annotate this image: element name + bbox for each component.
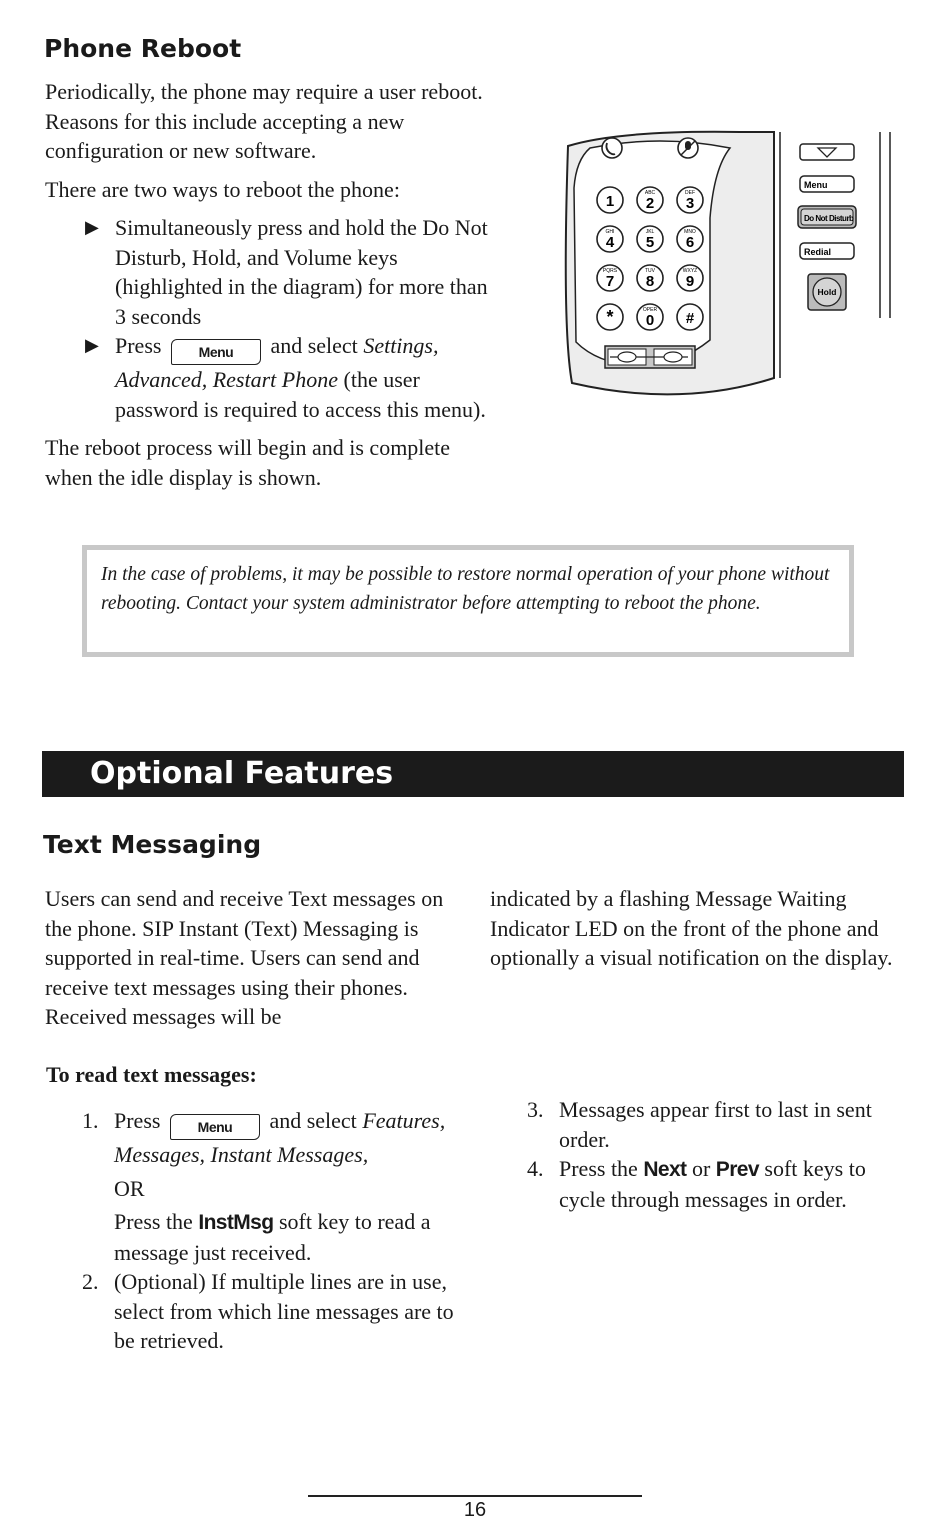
svg-text:2: 2: [645, 195, 655, 212]
keypad-key-7: [597, 265, 623, 291]
volume-key-icon: [605, 346, 695, 368]
mute-icon: [678, 138, 698, 158]
banner-title: Optional Features: [90, 756, 394, 791]
svg-text:Menu: Menu: [804, 180, 828, 190]
svg-text:9: 9: [685, 273, 695, 290]
svg-text:0: 0: [645, 312, 655, 329]
svg-text:8: 8: [645, 273, 655, 290]
keypad-key-5: [637, 226, 663, 252]
reboot-column: [45, 77, 490, 492]
svg-text:Do Not Disturb: Do Not Disturb: [804, 214, 854, 223]
keypad-key-8: [637, 265, 663, 291]
note-box: [82, 545, 854, 657]
keypad-key-0: [637, 304, 663, 330]
svg-text:4: 4: [605, 234, 615, 251]
section-title-text-messaging: Text Messaging: [43, 830, 262, 859]
svg-text:3: 3: [685, 195, 695, 212]
svg-text:ABC: ABC: [644, 190, 656, 196]
step-item: 3. Messages appear first to last in sent order.: [527, 1097, 872, 1152]
svg-text:WXYZ: WXYZ: [682, 268, 698, 274]
svg-text:Hold: Hold: [817, 287, 837, 297]
step-item: 1. Press Menu and select Features, Messages, Instant Messages, OR Press the InstMsg soft key to read a message just received.: [82, 1108, 446, 1265]
svg-text:6: 6: [685, 234, 695, 251]
reboot-bullet: ▶ Press Menu and select Settings, Advanced, Restart Phone (the user password is required to access this menu).: [85, 333, 486, 422]
arrow-bullet-icon: ▶: [85, 335, 99, 355]
keypad-key-3: [677, 187, 703, 213]
reboot-bullets: [85, 213, 490, 424]
section-title-phone-reboot: Phone Reboot: [44, 34, 242, 63]
svg-text:PQRS: PQRS: [602, 268, 618, 274]
menu-key-icon: Menu: [171, 339, 261, 365]
handset-icon: [602, 138, 622, 158]
note-text: In the case of problems, it may be possible to restore normal operation of your phone without rebooting. Contact your system administrator before attempting to reboot the phone.: [101, 564, 830, 614]
phone-diagram: [560, 128, 900, 418]
steps-right: [527, 1095, 902, 1214]
menu-softkey: [800, 176, 854, 192]
instmsg-softkey-label: InstMsg: [198, 1211, 274, 1234]
do-not-disturb-key: [798, 206, 856, 228]
steps-left: [82, 1106, 462, 1356]
footer-rule: [308, 1495, 642, 1497]
svg-text:1: 1: [605, 193, 615, 210]
svg-text:JKL: JKL: [645, 229, 655, 235]
keypad-key-1: [597, 187, 623, 213]
steps-subheading: To read text messages:: [46, 1062, 257, 1087]
svg-text:Redial: Redial: [804, 247, 832, 257]
section-banner: [42, 751, 904, 797]
svg-text:MNO: MNO: [684, 229, 696, 235]
menu-key-icon: Menu: [170, 1114, 260, 1140]
keypad-key-6: [677, 226, 703, 252]
prev-softkey-label: Prev: [715, 1158, 759, 1181]
text-messaging-col2: indicated by a flashing Message Waiting Indicator LED on the front of the phone and optionally a visual notification on the display.: [490, 886, 893, 970]
hold-key: [808, 274, 846, 310]
redial-key: [800, 243, 854, 259]
nav-down-key: [800, 144, 854, 160]
keypad-key-2: [637, 187, 663, 213]
reboot-complete: The reboot process will begin and is complete when the idle display is shown.: [45, 435, 451, 490]
next-softkey-label: Next: [643, 1158, 687, 1181]
svg-text:TUV: TUV: [645, 268, 655, 274]
keypad-key-#: [677, 304, 703, 330]
svg-text:5: 5: [645, 234, 655, 251]
page-number: 16: [463, 1499, 487, 1521]
keypad-key-9: [677, 265, 703, 291]
keypad-key-4: [597, 226, 623, 252]
reboot-bullet: ▶ Simultaneously press and hold the Do Not Disturb, Hold, and Volume keys (highlighted in the diagram) for more than 3 seconds: [85, 215, 488, 329]
keypad-key-*: [597, 304, 623, 330]
reboot-ways: There are two ways to reboot the phone:: [45, 176, 400, 202]
svg-text:OPER: OPER: [642, 307, 658, 313]
text-messaging-col1: Users can send and receive Text messages on the phone. SIP Instant (Text) Messaging is supported in real-time. Users can send and receive text messages using their phones. Received messages will be: [45, 886, 444, 1029]
svg-text:*: *: [606, 307, 614, 327]
arrow-bullet-icon: ▶: [85, 217, 99, 237]
step-item: 4. Press the Next or Prev soft keys to cycle through messages in order.: [527, 1156, 866, 1212]
svg-text:#: #: [685, 310, 695, 327]
svg-text:GHI: GHI: [605, 229, 615, 235]
svg-text:DEF: DEF: [685, 190, 695, 196]
step-item: 2. (Optional) If multiple lines are in use, select from which line messages are to be retrieved.: [82, 1269, 454, 1353]
reboot-intro: Periodically, the phone may require a user reboot. Reasons for this include accepting a new configuration or new software.: [45, 79, 483, 163]
svg-text:7: 7: [605, 273, 615, 290]
